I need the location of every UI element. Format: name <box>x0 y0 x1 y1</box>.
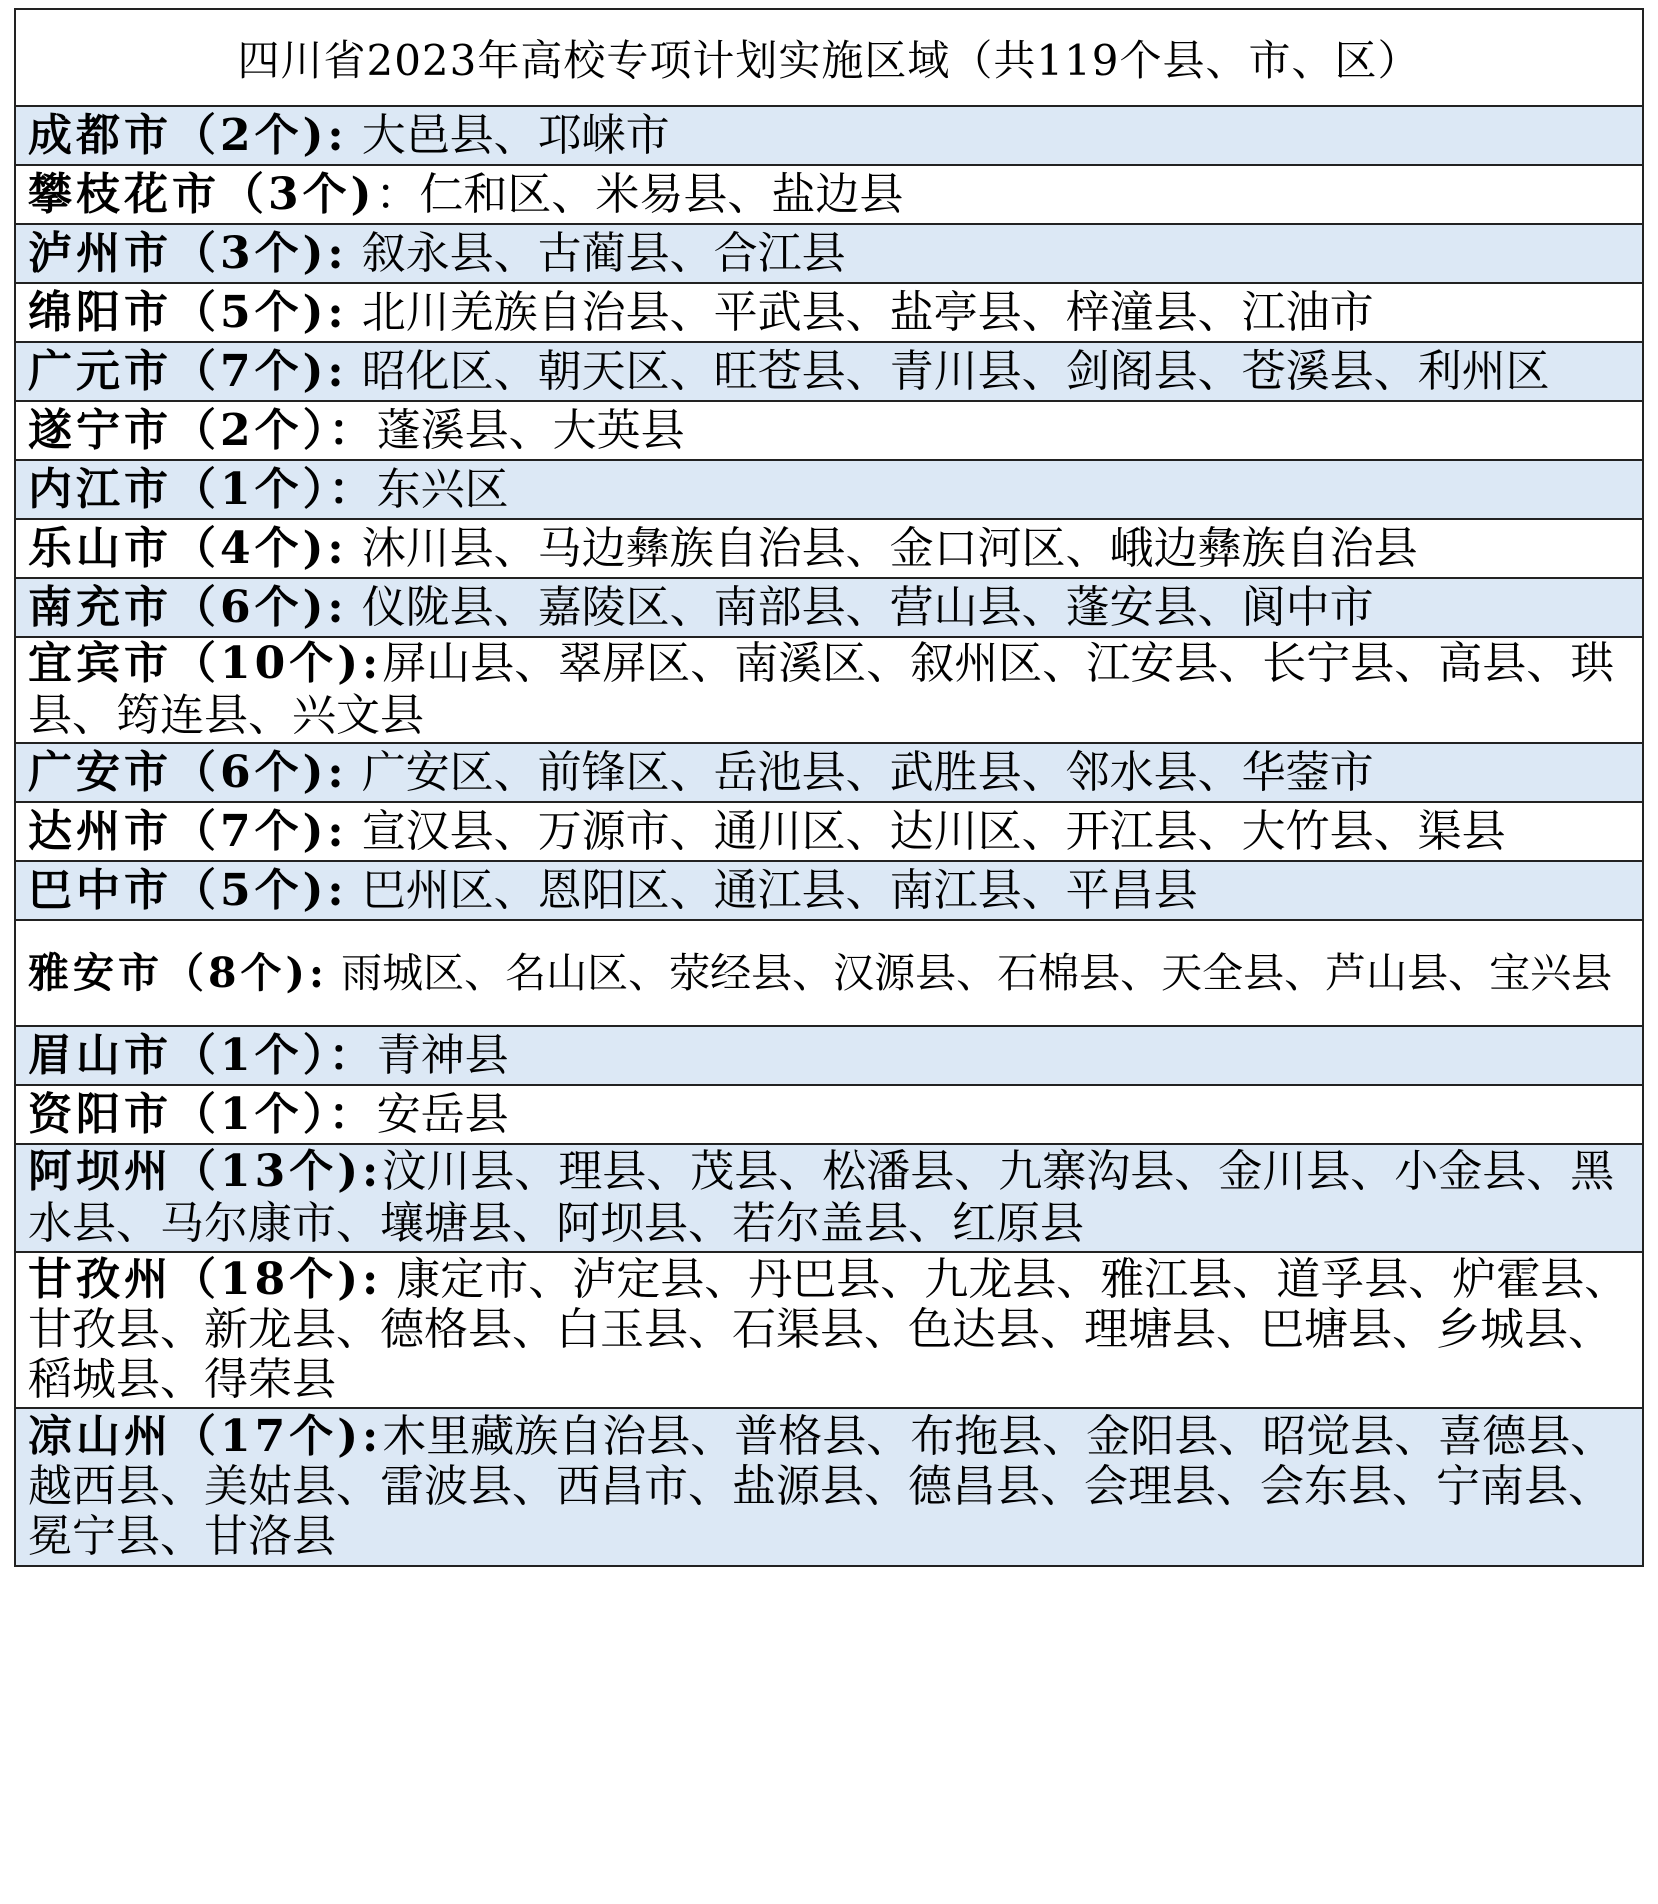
table-row <box>16 461 1642 520</box>
city-label: 广安市（6个): <box>28 746 348 798</box>
table-row <box>16 921 1642 1027</box>
county-list: 巴州区、恩阳区、通江县、南江县、平昌县 <box>361 864 1198 916</box>
county-list: 东兴区 <box>376 463 509 515</box>
county-list: 蓬溪县、大英县 <box>376 404 685 456</box>
city-label: 绵阳市（5个): <box>28 286 348 338</box>
county-list: ：仁和区、米易县、盐边县 <box>375 168 904 220</box>
table-row <box>16 402 1642 461</box>
county-list: 昭化区、朝天区、旺苍县、青川县、剑阁县、苍溪县、利州区 <box>361 345 1550 397</box>
city-label: 宜宾市（10个): <box>28 638 383 689</box>
table-row <box>16 744 1642 803</box>
table-row <box>16 520 1642 579</box>
table-row <box>16 107 1642 166</box>
city-label: 攀枝花市（3个) <box>28 168 376 220</box>
city-label: 甘孜州（18个): <box>28 1254 383 1305</box>
table-row <box>16 1027 1642 1086</box>
city-label: 遂宁市（2个）： <box>28 404 377 456</box>
city-label: 内江市（1个）： <box>28 463 377 515</box>
city-label: 达州市（7个): <box>28 805 348 857</box>
county-list: 叙永县、古蔺县、合江县 <box>361 227 846 279</box>
city-label: 巴中市（5个): <box>28 864 348 916</box>
county-list: 仪陇县、嘉陵区、南部县、营山县、蓬安县、阆中市 <box>361 581 1374 633</box>
city-label: 资阳市（1个）： <box>28 1088 377 1140</box>
city-label: 成都市（2个): <box>28 109 348 161</box>
table-row <box>16 803 1642 862</box>
county-list: 雨城区、名山区、荥经县、汉源县、石棉县、天全县、芦山县、宝兴县 <box>341 949 1613 997</box>
table-row <box>16 166 1642 225</box>
city-label: 泸州市（3个): <box>28 227 348 279</box>
county-list: 广安区、前锋区、岳池县、武胜县、邻水县、华蓥市 <box>361 746 1374 798</box>
county-list: 沐川县、马边彝族自治县、金口河区、峨边彝族自治县 <box>361 522 1418 574</box>
county-list: 青神县 <box>376 1029 509 1081</box>
city-label: 广元市（7个): <box>28 345 348 397</box>
county-list: 安岳县 <box>376 1088 509 1140</box>
city-label: 阿坝州（13个): <box>28 1146 383 1197</box>
county-list: 汶川县、理县、茂县、松潘县、九寨沟县、金川县、小金县、黑水县、马尔康市、壤塘县、阿坝县、若尔盖县、红原县 <box>28 1146 1615 1249</box>
table-row <box>16 225 1642 284</box>
city-label: 南充市（6个): <box>28 581 348 633</box>
table-row <box>16 579 1642 638</box>
table-title: 四川省2023年高校专项计划实施区域（共119个县、市、区） <box>16 10 1642 107</box>
table-row <box>16 1253 1642 1409</box>
county-list: 木里藏族自治县、普格县、布拖县、金阳县、昭觉县、喜德县、越西县、美姑县、雷波县、西昌市、盐源县、德昌县、会理县、会东县、宁南县、冕宁县、甘洛县 <box>28 1411 1615 1562</box>
table-row <box>16 284 1642 343</box>
table-row <box>16 1145 1642 1253</box>
table-row <box>16 638 1642 744</box>
county-list: 宣汉县、万源市、通川区、达川区、开江县、大竹县、渠县 <box>361 805 1506 857</box>
table-row <box>16 343 1642 402</box>
table-row <box>16 862 1642 921</box>
city-label: 雅安市（8个): <box>28 949 329 997</box>
table-row <box>16 1086 1642 1145</box>
region-table <box>14 8 1644 1567</box>
county-list: 康定市、泸定县、丹巴县、九龙县、雅江县、道孚县、炉霍县、甘孜县、新龙县、德格县、白玉县、石渠县、色达县、理塘县、巴塘县、乡城县、稻城县、得荣县 <box>28 1254 1629 1405</box>
county-list: 屏山县、翠屏区、南溪区、叙州区、江安县、长宁县、高县、珙县、筠连县、兴文县 <box>28 638 1615 741</box>
county-list: 北川羌族自治县、平武县、盐亭县、梓潼县、江油市 <box>361 286 1374 338</box>
county-list: 大邑县、邛崃市 <box>361 109 670 161</box>
city-label: 眉山市（1个）： <box>28 1029 377 1081</box>
city-label: 凉山州（17个): <box>28 1411 383 1462</box>
table-row <box>16 1409 1642 1565</box>
city-label: 乐山市（4个): <box>28 522 348 574</box>
